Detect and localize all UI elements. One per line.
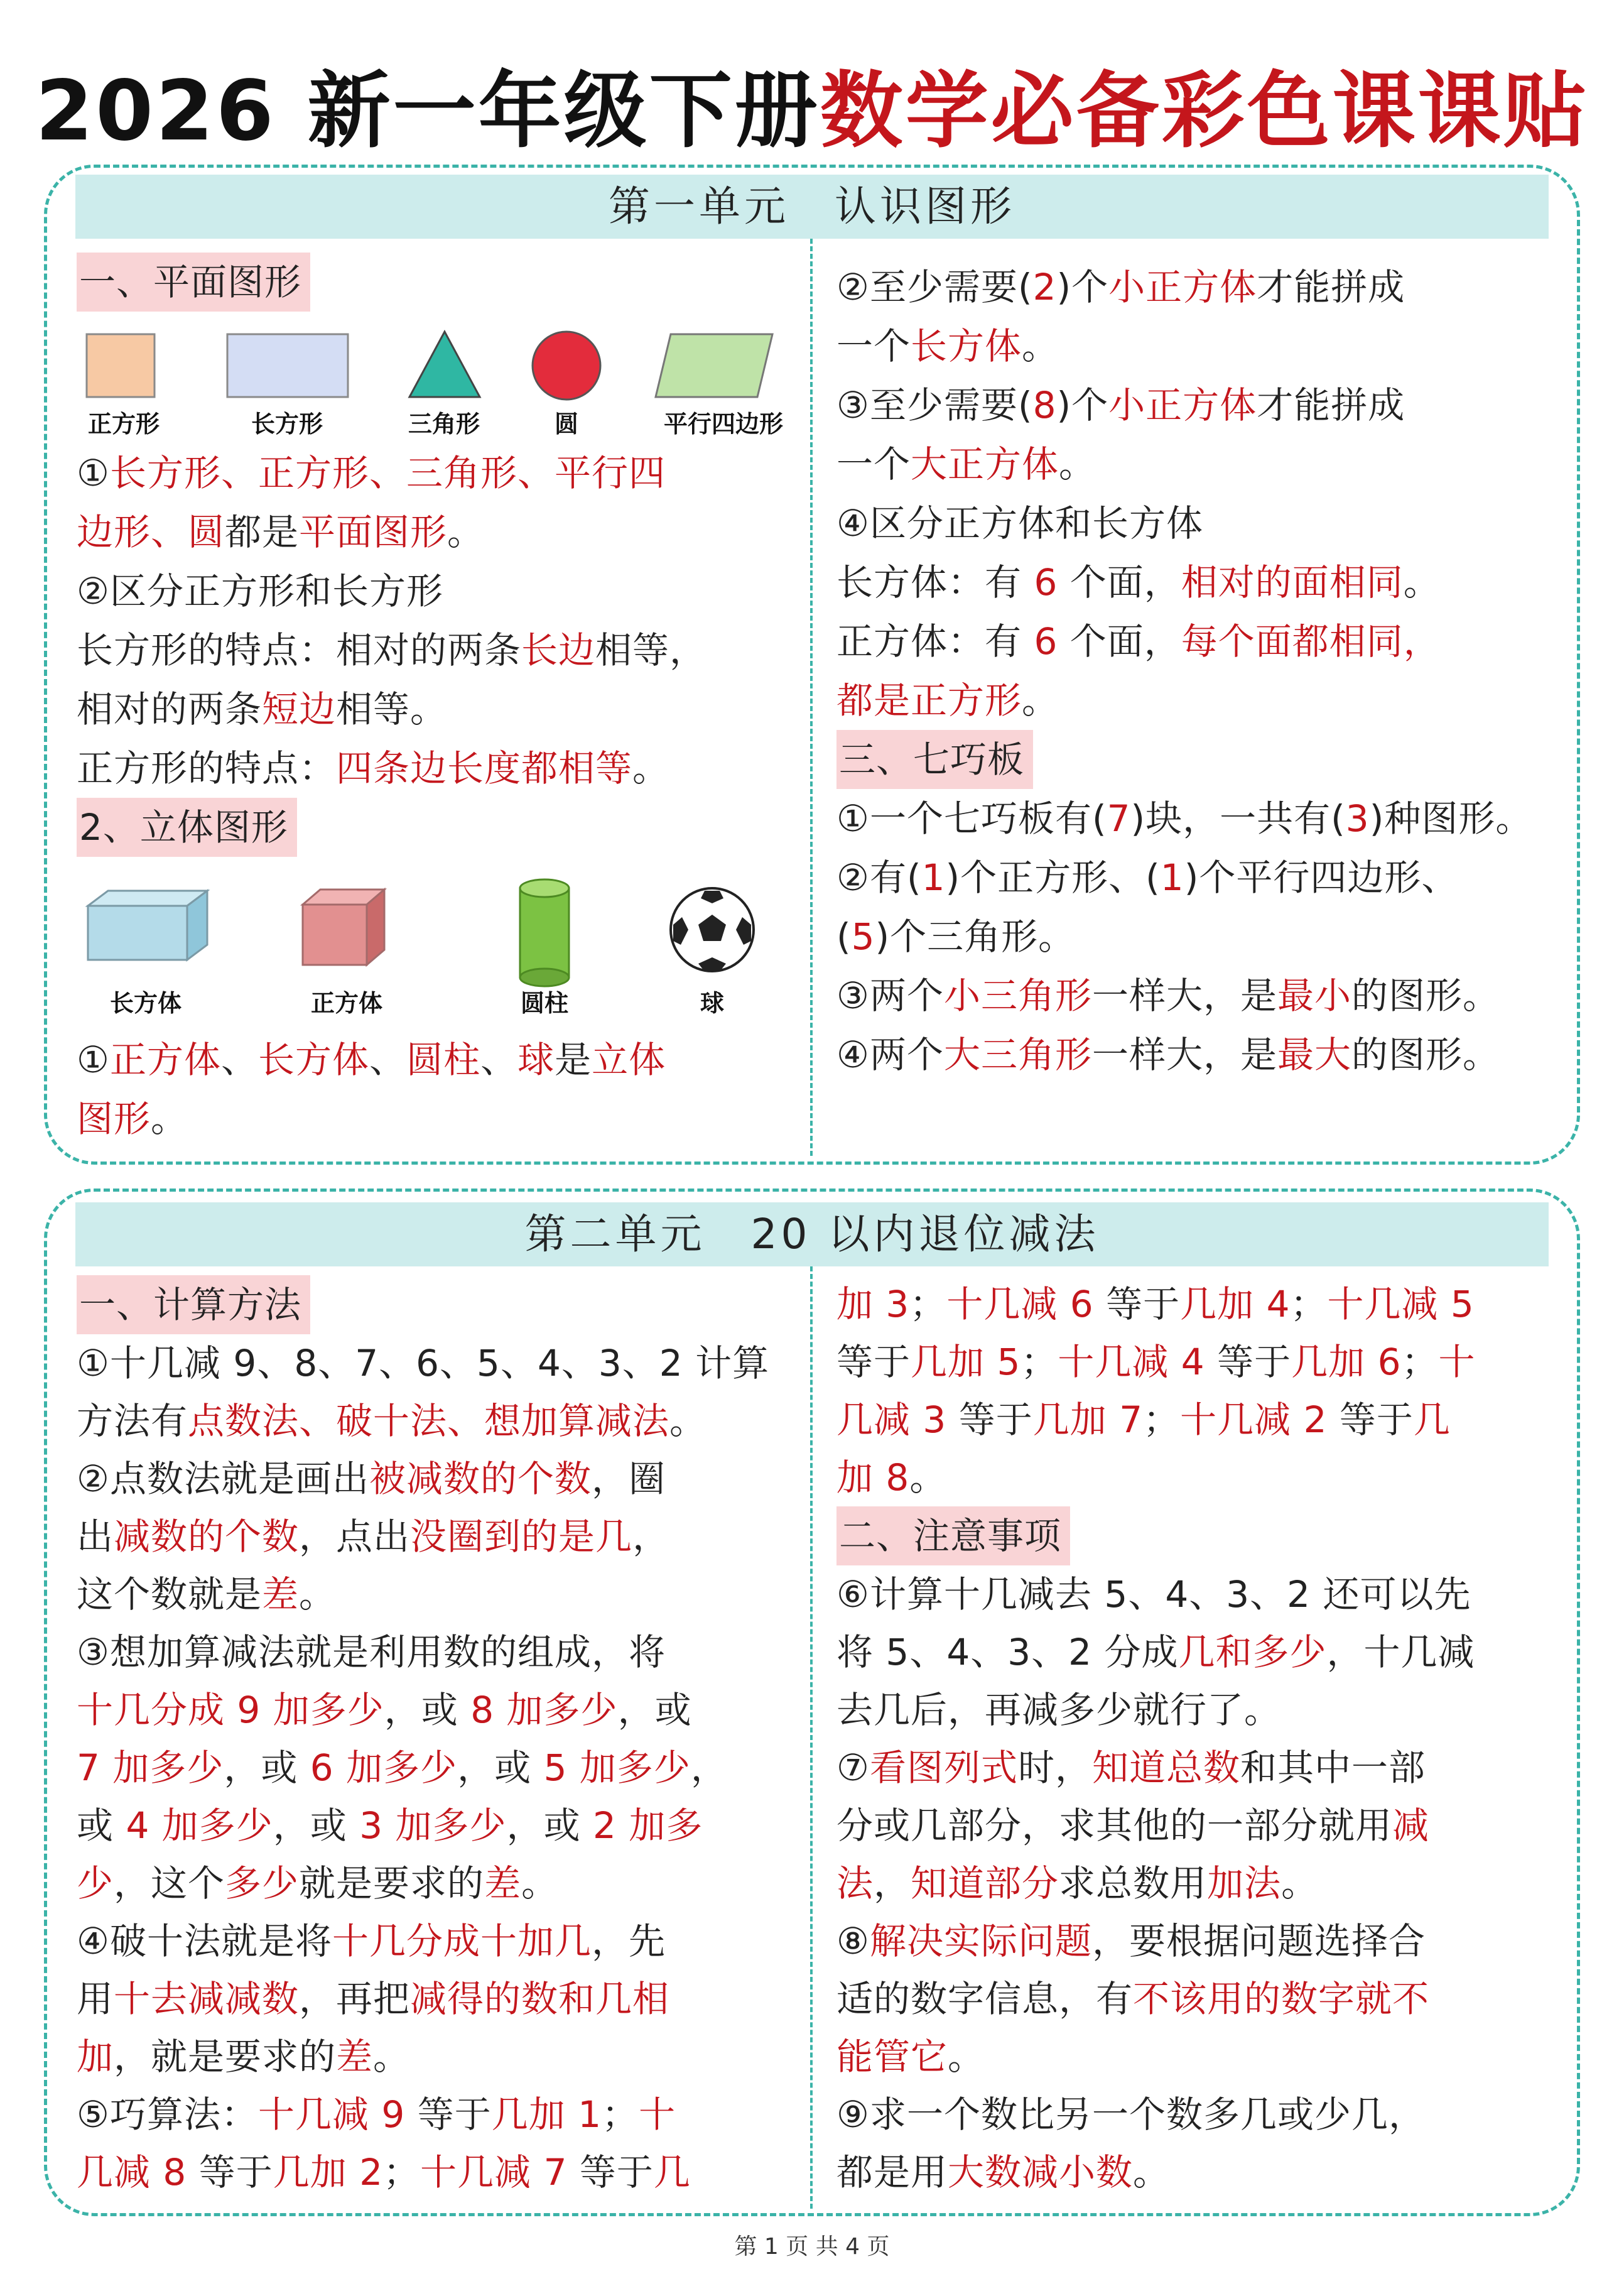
line	[836, 1797, 1578, 1854]
text: 十几减 6	[946, 1283, 1094, 1325]
text: 或	[77, 1804, 126, 1847]
text: 1	[921, 856, 946, 899]
line	[836, 966, 1578, 1025]
text: 将 5、4、3、2 分成	[836, 1631, 1179, 1673]
text: 。	[632, 747, 670, 790]
line	[77, 1681, 799, 1739]
text: 圆柱	[406, 1038, 481, 1081]
text: 。	[1281, 1862, 1319, 1905]
text: 。	[151, 1097, 188, 1140]
text: ，这个	[114, 1862, 225, 1905]
text: 几加 4	[1180, 1283, 1291, 1325]
line	[836, 671, 1578, 730]
label-circle: 圆	[554, 410, 578, 438]
text: 适的数字信息，有	[836, 1978, 1134, 2020]
text: 都是正方形	[836, 679, 1022, 722]
text: 几加 6	[1291, 1341, 1402, 1383]
text: 相等，	[595, 629, 707, 672]
line	[836, 730, 1578, 789]
text: 十几减 9	[258, 2093, 406, 2136]
text: 都是用	[836, 2151, 948, 2194]
text: 相对的两条	[77, 688, 263, 731]
text: ②至少需要(	[836, 266, 1033, 308]
text: 。	[1059, 443, 1096, 486]
text: 长边	[521, 629, 596, 672]
label-square: 正方形	[87, 410, 160, 438]
line	[836, 1912, 1578, 1970]
text: 加法	[1207, 1862, 1282, 1905]
square-shape	[87, 334, 154, 397]
text: 每个面都相同，	[1181, 620, 1441, 663]
title-black: 2026 新一年级下册	[35, 63, 820, 160]
text: 8	[1032, 384, 1057, 427]
text: 。	[1133, 2151, 1171, 2194]
text: 图形	[77, 1097, 151, 1140]
text: (	[836, 915, 852, 958]
text: ，十几减	[1326, 1631, 1475, 1673]
unit1-divider	[810, 239, 813, 1156]
line	[836, 2086, 1578, 2143]
text: ，	[690, 1746, 728, 1789]
triangle-shape	[409, 332, 480, 397]
label-parallelogram: 平行四边形	[663, 410, 783, 438]
text: 几	[1413, 1398, 1451, 1441]
line	[836, 258, 1578, 317]
line	[836, 612, 1578, 671]
text: 没圈到的是几	[410, 1515, 633, 1558]
text: 等于	[187, 2151, 273, 2194]
text: ，要根据问题选择合	[1092, 1920, 1426, 1962]
line	[77, 503, 799, 562]
section-heading-tangram: 三、七巧板	[836, 730, 1033, 789]
line	[77, 798, 799, 857]
rectangle-shape	[227, 334, 348, 397]
text: 十	[639, 2093, 676, 2136]
unit2-divider	[810, 1266, 813, 2209]
unit1-right-column	[836, 258, 1578, 1084]
text: 知道总数	[1092, 1746, 1241, 1789]
line	[836, 1449, 1578, 1506]
line	[836, 317, 1578, 376]
text: 相对的面相同	[1181, 561, 1404, 604]
line	[77, 739, 799, 798]
text: 法	[836, 1862, 874, 1905]
unit2-header: 第二单元 20 以内退位减法	[75, 1202, 1549, 1266]
text: 少	[77, 1862, 114, 1905]
text: 。	[1022, 325, 1059, 367]
text: 8 加多少	[470, 1689, 618, 1731]
text: 是	[555, 1038, 592, 1081]
line	[77, 2143, 799, 2201]
text: ⑥计算十几减去 5、4、3、2 还可以先	[836, 1573, 1471, 1616]
text: 4 加多少	[126, 1804, 273, 1847]
text: 差	[262, 1573, 300, 1616]
text: ①十几减 9、8、7、6、5、4、3、2 计算	[77, 1342, 770, 1385]
text: 几加 7	[1032, 1398, 1144, 1441]
line	[836, 435, 1578, 494]
page-title	[0, 58, 1624, 165]
text: 等于	[1093, 1283, 1181, 1325]
text: 加 8	[836, 1456, 910, 1499]
text: 几减 8	[77, 2151, 187, 2194]
section-heading-notes: 二、注意事项	[836, 1506, 1070, 1565]
text: ，或	[506, 1804, 593, 1847]
line	[836, 494, 1578, 553]
text: ，先	[592, 1920, 666, 1962]
text: 点数法、破十法、想加算减法	[188, 1400, 670, 1442]
text: ；	[1401, 1341, 1439, 1383]
text: 。	[373, 2035, 411, 2078]
text: )个正方形、(	[945, 856, 1161, 899]
text: 3 加多少	[359, 1804, 507, 1847]
line	[77, 1912, 799, 1970]
text: 一样大，是	[1092, 1033, 1278, 1076]
text: 等于	[1204, 1341, 1292, 1383]
text: ③想加算减法就是利用数的组成，将	[77, 1631, 666, 1673]
text: 就是要求的	[299, 1862, 485, 1905]
text: 才能拼成	[1257, 266, 1405, 308]
line	[77, 1334, 799, 1392]
text: 小三角形	[944, 974, 1093, 1017]
text: ③至少需要(	[836, 384, 1033, 427]
text: 几加 1	[491, 2093, 602, 2136]
text: 几	[653, 2151, 691, 2194]
text: 多少	[225, 1862, 300, 1905]
text: ②点数法就是画出	[77, 1457, 369, 1500]
text: 去几后，再减多少就行了。	[836, 1689, 1282, 1731]
parallelogram-shape	[656, 334, 772, 397]
text: 6	[1034, 620, 1058, 663]
text: 长方体	[911, 325, 1022, 367]
text: ①	[77, 452, 110, 494]
text: ①	[77, 1038, 110, 1081]
unit2-left-column	[77, 1275, 799, 2201]
text: 知道部分	[911, 1862, 1059, 1905]
line	[77, 443, 799, 503]
text: 等于	[946, 1398, 1033, 1441]
text: ，	[632, 1515, 670, 1558]
text: 十几减 5	[1327, 1283, 1475, 1325]
text: 几加 5	[911, 1341, 1021, 1383]
section-heading-methods: 一、计算方法	[77, 1275, 310, 1334]
line	[836, 907, 1578, 966]
line	[77, 1089, 799, 1148]
text: ，圈	[592, 1457, 666, 1500]
text: ⑨求一个数比另一个数多几或少几，	[836, 2093, 1426, 2136]
unit1-header: 第一单元 认识图形	[75, 175, 1549, 239]
text: 大三角形	[944, 1033, 1093, 1076]
label-rectangle: 长方形	[251, 410, 323, 438]
text: 正方体	[110, 1038, 222, 1081]
text: ⑤巧算法：	[77, 2093, 258, 2136]
text: 方法有	[77, 1400, 188, 1442]
line	[77, 621, 799, 680]
text: 都是	[225, 511, 300, 553]
text: ，或	[457, 1746, 544, 1789]
line	[77, 680, 799, 739]
text: 正方体：有	[836, 620, 1034, 663]
line	[77, 1450, 799, 1508]
text: 。	[948, 2035, 985, 2078]
text: 被减数的个数	[369, 1457, 592, 1500]
label-ball: 球	[700, 989, 724, 1017]
text: 等于	[567, 2151, 654, 2194]
text: ④区分正方体和长方体	[836, 502, 1203, 545]
line	[836, 1391, 1578, 1449]
line	[836, 1681, 1578, 1739]
line	[836, 848, 1578, 907]
text: 2 加多	[593, 1804, 703, 1847]
text: 减得的数和几相	[410, 1978, 670, 2020]
line	[836, 1506, 1578, 1565]
text: 出	[77, 1515, 114, 1558]
text: ④破十法就是将	[77, 1920, 332, 1962]
text: 1	[1160, 856, 1184, 899]
text: ；	[909, 1283, 947, 1325]
text: 减	[1392, 1804, 1430, 1847]
text: 6 加多少	[310, 1746, 458, 1789]
line	[836, 1565, 1578, 1623]
text: ③两个	[836, 974, 944, 1017]
text: ；	[1290, 1283, 1328, 1325]
text: 能管它	[836, 2035, 948, 2078]
text: 最大	[1277, 1033, 1352, 1076]
cuboid-front	[88, 906, 187, 960]
line	[77, 2086, 799, 2143]
text: ；	[383, 2151, 421, 2194]
line	[77, 1030, 799, 1089]
line	[836, 1854, 1578, 1912]
text: 6	[1034, 561, 1058, 604]
text: 十几减 7	[420, 2151, 568, 2194]
text: 差	[484, 1862, 522, 1905]
cylinder-body	[520, 888, 569, 977]
line	[836, 553, 1578, 612]
text: 边形、圆	[77, 511, 225, 553]
circle-shape	[533, 332, 600, 400]
text: 的图形。	[1351, 974, 1500, 1017]
text: 十几减 4	[1058, 1341, 1205, 1383]
text: ，或	[273, 1804, 360, 1847]
text: 7	[1107, 797, 1131, 840]
unit1-left-column	[77, 253, 793, 312]
text: 短边	[262, 688, 337, 731]
unit1-left-text	[77, 443, 799, 857]
text: ④两个	[836, 1033, 944, 1076]
text: )个三角形。	[875, 915, 1076, 958]
label-cuboid: 长方体	[109, 989, 181, 1017]
text: 个面，	[1058, 620, 1181, 663]
text: 7 加多少	[77, 1746, 224, 1789]
text: 。	[669, 1400, 707, 1442]
text: ，或	[384, 1689, 471, 1731]
text: 减数的个数	[114, 1515, 300, 1558]
cube-front	[303, 905, 367, 965]
text: ；	[1020, 1341, 1058, 1383]
plane-shapes-illustration	[77, 327, 793, 438]
text: 。	[299, 1573, 337, 1616]
text: 2	[1032, 266, 1057, 308]
text: )个	[1056, 384, 1109, 427]
line	[836, 1623, 1578, 1681]
line	[836, 2028, 1578, 2086]
unit1-left-text-2	[77, 1030, 799, 1148]
line	[77, 1970, 799, 2028]
text: 四条边长度都相等	[336, 747, 633, 790]
text: 看图列式	[870, 1746, 1019, 1789]
text: 几和多少	[1178, 1631, 1327, 1673]
text: 。	[521, 1862, 559, 1905]
text: ①一个七巧板有(	[836, 797, 1107, 840]
text: 用	[77, 1978, 114, 2020]
text: 、	[480, 1038, 518, 1081]
text: ，再把	[299, 1978, 411, 2020]
text: ②区分正方形和长方形	[77, 570, 443, 612]
text: ，	[874, 1862, 911, 1905]
line	[836, 1739, 1578, 1797]
text: 5 加多少	[543, 1746, 691, 1789]
text: ，点出	[299, 1515, 411, 1558]
line	[836, 1275, 1578, 1333]
line	[77, 1623, 799, 1681]
line	[836, 1025, 1578, 1084]
line	[836, 1333, 1578, 1391]
line	[77, 562, 799, 621]
solid-shapes-illustration	[77, 872, 793, 1023]
text: 相等。	[336, 688, 448, 731]
text: 差	[336, 2035, 374, 2078]
line	[77, 1797, 799, 1854]
text: ；	[1143, 1398, 1181, 1441]
text: 十去减减数	[114, 1978, 300, 2020]
text: 正方形的特点：	[77, 747, 337, 790]
text: 长方形、正方形、三角形、平行四	[110, 452, 666, 494]
text: 大正方体	[911, 443, 1059, 486]
text: 等于	[1327, 1398, 1414, 1441]
line	[836, 2143, 1578, 2201]
text: ，或	[224, 1746, 310, 1789]
label-triangle: 三角形	[408, 410, 480, 438]
cylinder-top	[520, 879, 569, 897]
line	[77, 1392, 799, 1450]
text: 、	[221, 1038, 259, 1081]
text: 、	[369, 1038, 407, 1081]
text: 一个	[836, 325, 911, 367]
text: 一个	[836, 443, 911, 486]
text: 平面图形	[299, 511, 448, 553]
line	[77, 1565, 799, 1623]
text: 小正方体	[1108, 266, 1257, 308]
text: 和其中一部	[1240, 1746, 1426, 1789]
text: 加	[77, 2035, 114, 2078]
text: 这个数就是	[77, 1573, 263, 1616]
text: ，就是要求的	[114, 2035, 337, 2078]
line	[77, 2028, 799, 2086]
text: )个	[1056, 266, 1109, 308]
text: )个平行四边形、	[1184, 856, 1459, 899]
page-footer: 第 1 页 共 4 页	[734, 2234, 890, 2260]
text: 时，	[1018, 1746, 1093, 1789]
text: 才能拼成	[1257, 384, 1405, 427]
text: 5	[851, 915, 875, 958]
text: 求总数用	[1059, 1862, 1208, 1905]
text: ；	[602, 2093, 639, 2136]
text: ⑦	[836, 1746, 870, 1789]
line	[77, 1508, 799, 1565]
text: 。	[1022, 679, 1059, 722]
text: ，或	[617, 1689, 692, 1731]
label-cylinder: 圆柱	[520, 989, 568, 1017]
text: 一样大，是	[1092, 974, 1278, 1017]
section-heading-plane-shapes: 一、平面图形	[77, 253, 310, 312]
text: )块，一共有(	[1130, 797, 1346, 840]
text: 的图形。	[1351, 1033, 1500, 1076]
line	[836, 376, 1578, 435]
text: 不该用的数字就不	[1133, 1978, 1430, 2020]
text: 十几分成十加几	[332, 1920, 592, 1962]
text: 十几分成 9 加多少	[77, 1689, 384, 1731]
text: 十几减 2	[1180, 1398, 1328, 1441]
text: 等于	[405, 2093, 492, 2136]
line	[836, 789, 1578, 848]
text: )种图形。	[1369, 797, 1533, 840]
text: 球	[517, 1038, 555, 1081]
unit2-right-column	[836, 1275, 1578, 2201]
text: 立体	[592, 1038, 666, 1081]
text: 。	[447, 511, 485, 553]
line	[77, 1854, 799, 1912]
text: 长方形的特点：相对的两条	[77, 629, 522, 672]
line	[77, 1275, 799, 1334]
text: 3	[1345, 797, 1370, 840]
text: ⑧	[836, 1920, 870, 1962]
section-heading-solid-shapes: 2、立体图形	[77, 798, 297, 857]
text: 解决实际问题	[870, 1920, 1093, 1962]
text: 等于	[836, 1341, 911, 1383]
solid-shapes-svg	[77, 872, 793, 991]
text: ②有(	[836, 856, 922, 899]
line	[77, 1739, 799, 1797]
title-red: 数学必备彩色课课贴	[820, 63, 1589, 160]
line	[836, 1970, 1578, 2028]
text: 加 3	[836, 1283, 910, 1325]
text: 几加 2	[273, 2151, 384, 2194]
text: 。	[909, 1456, 947, 1499]
label-cube: 正方体	[310, 989, 382, 1017]
text: 个面，	[1058, 561, 1181, 604]
text: 小正方体	[1108, 384, 1257, 427]
text: 长方体	[258, 1038, 370, 1081]
text: 长方体：有	[836, 561, 1034, 604]
text: 。	[1403, 561, 1441, 604]
text: 分或几部分，求其他的一部分就用	[836, 1804, 1393, 1847]
text: 几减 3	[836, 1398, 947, 1441]
text: 十	[1438, 1341, 1476, 1383]
text: 大数减小数	[948, 2151, 1134, 2194]
text: 最小	[1277, 974, 1352, 1017]
